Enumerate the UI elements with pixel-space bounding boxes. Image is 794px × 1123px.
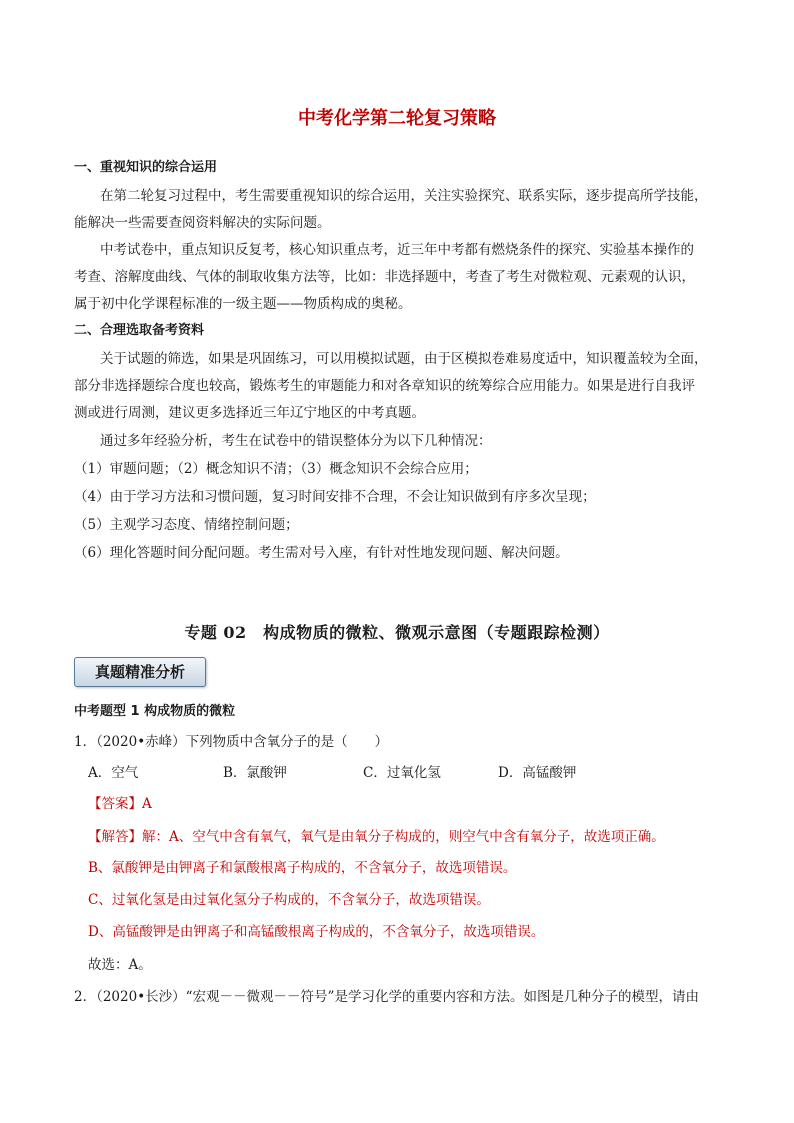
- list-item: （6）理化答题时间分配问题。考生需对号入座，有针对性地发现问题、解决问题。: [74, 545, 569, 561]
- list-item: （1）审题问题；（2）概念知识不清；（3）概念知识不会综合应用；: [74, 461, 478, 477]
- list-item: （5）主观学习态度、情绪控制问题；: [74, 517, 299, 533]
- analysis-text: C、过氧化氢是由过氧化氢分子构成的，不含氧分子，故选项错误。: [88, 892, 490, 908]
- list-item: （4）由于学习方法和习惯问题，复习时间安排不合理，不会让知识做到有序多次呈现；: [74, 489, 596, 505]
- option-d: D．高锰酸钾: [498, 765, 577, 781]
- analysis-text: D、高锰酸钾是由钾离子和高锰酸根离子构成的，不含氧分子，故选项错误。: [88, 924, 545, 940]
- answer-line: [88, 794, 748, 814]
- section-2-text: 关于试题的筛选，如果是巩固练习，可以用模拟试题，由于区模拟卷难易度适中，知识覆盖较为全面，: [100, 351, 708, 367]
- section-1-heading: 一、重视知识的综合运用: [74, 160, 218, 175]
- section-1-text: 考查、溶解度曲线、气体的制取收集方法等，比如：非选择题中，考查了考生对微粒观、元素观的认识，: [74, 269, 695, 285]
- section-2-text: 部分非选择题综合度也较高，锻炼考生的审题能力和对各章知识的统筹综合应用能力。如果是进行自我评: [74, 378, 695, 394]
- topic-title: 专题 02 构成物质的微粒、微观示意图（专题跟踪检测）: [184, 623, 610, 642]
- section-1-text: 属于初中化学课程标准的一级主题——物质构成的奥秘。: [74, 296, 412, 312]
- section-badge: 真题精准分析: [74, 657, 206, 687]
- section-2-text: 测或进行周测，建议更多选择近三年辽宁地区的中考真题。: [74, 405, 425, 421]
- answer-label: 【答案】: [88, 796, 142, 812]
- section-2-text: 通过多年经验分析，考生在试卷中的错误整体分为以下几种情况：: [100, 433, 492, 449]
- section-1-text: 能解决一些需要查阅资料解决的实际问题。: [74, 215, 331, 231]
- section-2-heading: 二、合理选取备考资料: [74, 323, 205, 338]
- analysis-text: B、氯酸钾是由钾离子和氯酸根离子构成的，不含氧分子，故选项错误。: [88, 860, 517, 876]
- section-1-text: 在第二轮复习过程中，考生需要重视知识的综合运用，关注实验探究、联系实际，逐步提高所学技能，: [100, 188, 708, 204]
- analysis-line: [88, 827, 748, 847]
- section-1-text: 中考试卷中，重点知识反复考，核心知识重点考，近三年中考都有燃烧条件的探究、实验基本操作的: [100, 242, 694, 258]
- option-c: C．过氧化氢: [363, 765, 441, 781]
- conclusion-text: 故选：A。: [88, 957, 152, 973]
- analysis-text: 解：A、空气中含有氧气，氧气是由氧分子构成的，则空气中含有氧分子，故选项正确。: [142, 829, 665, 845]
- question-type-heading: 中考题型 1 构成物质的微粒: [74, 704, 236, 719]
- page-title: 中考化学第二轮复习策略: [298, 108, 496, 129]
- question-2-stem: 2．（2020•长沙）“宏观－－微观－－符号”是学习化学的重要内容和方法。如图是几种分子的模型，请由: [74, 989, 699, 1005]
- answer-value: A: [142, 796, 152, 812]
- option-b: B．氯酸钾: [223, 765, 287, 781]
- option-a: A．空气: [88, 765, 139, 781]
- question-1-stem: 1．（2020•赤峰）下列物质中含氧分子的是（ ）: [74, 734, 389, 750]
- analysis-label: 【解答】: [88, 829, 142, 845]
